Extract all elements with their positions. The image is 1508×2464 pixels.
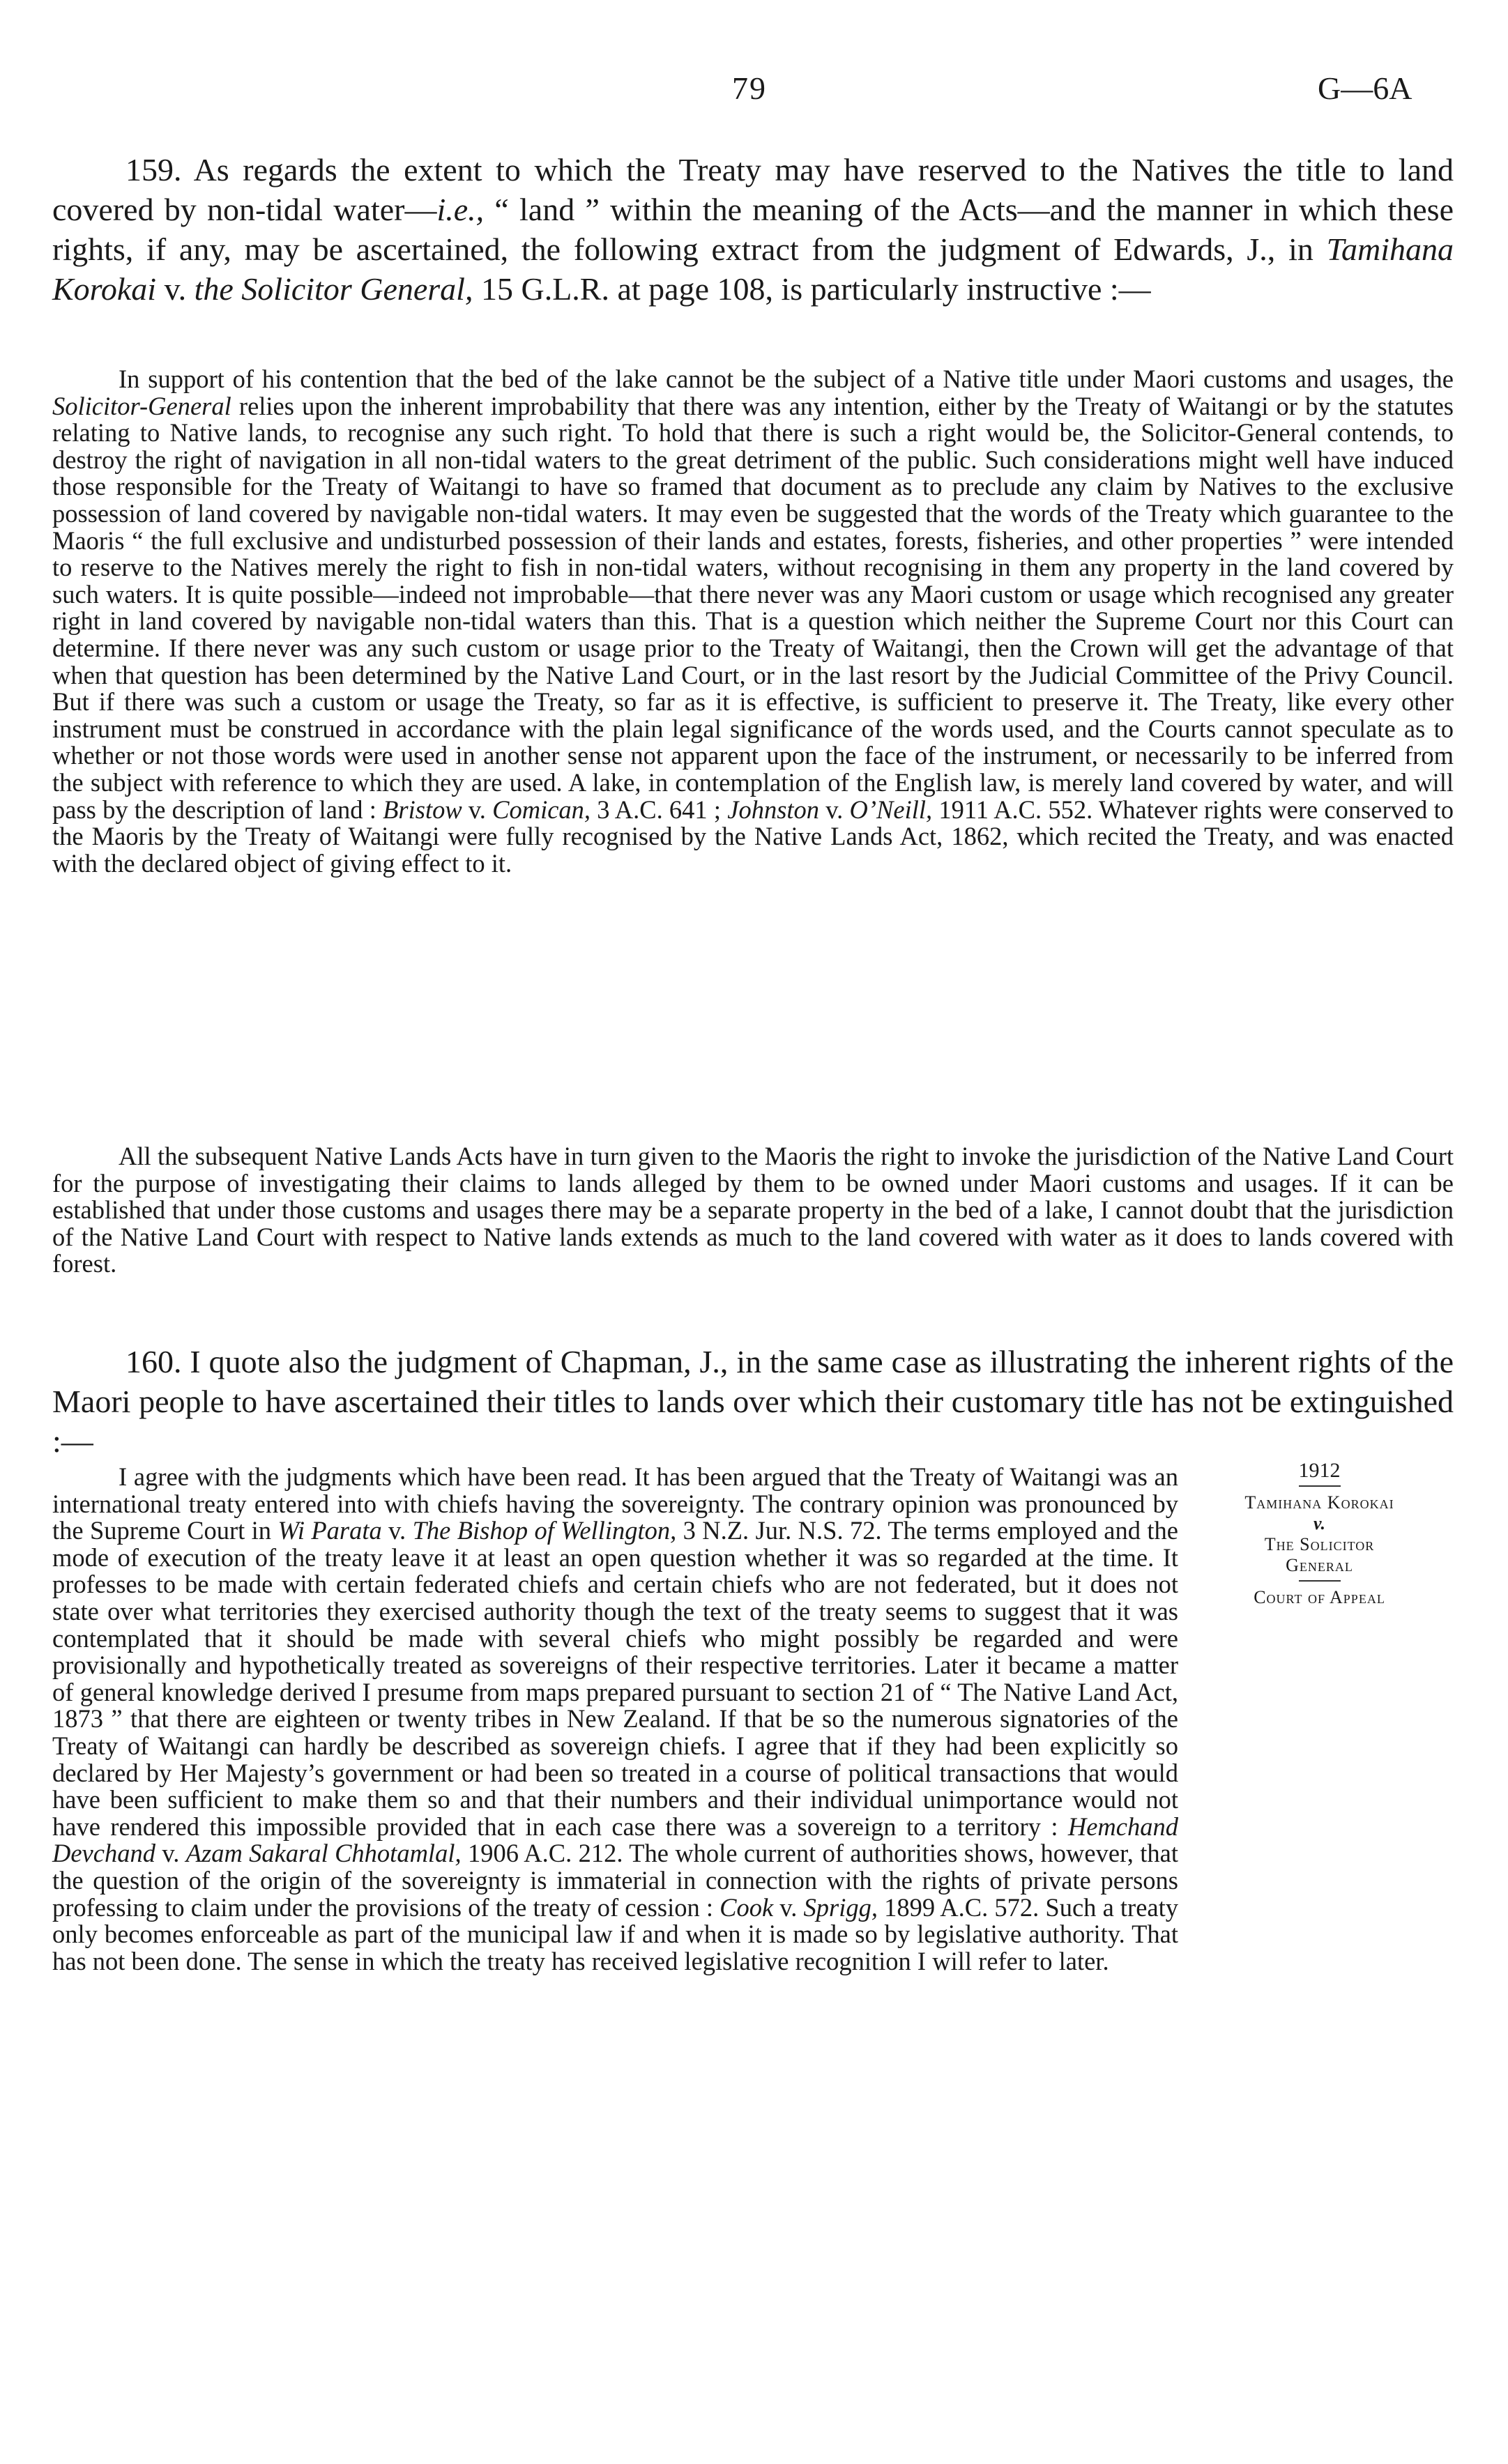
margin-note-party2-line2: General: [1286, 1555, 1353, 1575]
paragraph-159: 159. As regards the extent to which the Treaty may have reserved to the Natives the title to land covered by non-tidal water—i.e., “ land ” within the meaning of the Acts—and the manner in which these rights, if any, may be ascertained, the following extract from the judgment of Edwards, J., in Tamihana Korokai v. the Solicitor General, 15 G.L.R. at page 108, is particularly instructive :—: [52, 152, 1454, 307]
margin-note-court: Court of Appeal: [1254, 1587, 1385, 1607]
paragraph-number: 159.: [125, 152, 182, 188]
case-name: The Bishop of Wellington,: [412, 1516, 677, 1545]
margin-note-party2-line1: The Solicitor: [1264, 1534, 1375, 1554]
paragraph-number: 160.: [125, 1344, 182, 1379]
case-name: Bristow: [383, 795, 462, 824]
case-name: Hemchand Devchand: [52, 1812, 1178, 1868]
quote-chapman: I agree with the judgments which have been read. It has been argued that the Treaty of Waitangi was an international treaty entered into with chiefs having the sovereignty. The contrary opinion was pronounced by the Supreme Court in Wi Parata v. The Bishop of Wellington, 3 N.Z. Jur. N.S. 72. The terms employed and the mode of execution of the treaty leave it at least an open question whether it was so regarded at the time. It professes to be made with certain federated chiefs and certain chiefs who are not federated, but it does not state over what territories they exercised authority though the text of the treaty seems to suggest that it was contemplated that it should be made with several chiefs who might possibly be regarded and were provisionally and hypothetically treated as sovereigns of their respective territories. Later it became a matter of general knowledge derived I presume from maps prepared pursuant to section 21 of “ The Native Land Act, 1873 ” that there are eighteen or twenty tribes in New Zealand. If that be so the numerous signatories of the Treaty of Waitangi can hardly be described as sovereign chiefs. I agree that if they had been explicitly so declared by Her Majesty’s government or had been so treated in a course of political transactions that would have been sufficient to make them so and that their numbers and their individual unimportance would not have rendered this impossible provided that in each case there was a sovereign to a territory : Hemchand Devchand v. Azam Sakaral Chhotamlal, 1906 A.C. 212. The whole current of authorities shows, however, that the question of the origin of the sovereignty is immaterial in connection with the rights of private persons professing to claim under the provisions of the treaty of cession : Cook v. Sprigg, 1899 A.C. 572. Such a treaty only becomes enforceable as part of the municipal law if and when it is made so by legislative authority. That has not been done. The sense in which the treaty has received legislative recognition I will refer to later.: [52, 1462, 1179, 1975]
case-name: Johnston: [727, 795, 820, 824]
case-name: O’Neill,: [849, 795, 933, 824]
case-name: Azam Sakaral Chhotamlal,: [185, 1839, 462, 1868]
case-name: the Solicitor General,: [194, 271, 473, 307]
document-reference: G—6A: [1318, 70, 1412, 106]
case-name: Tamihana Korokai: [52, 231, 1454, 307]
margin-note-party1: Tamihana Korokai: [1244, 1492, 1394, 1513]
margin-note-rule: [1299, 1580, 1341, 1582]
margin-note-rule: [1299, 1485, 1341, 1487]
case-name: Wi Parata: [277, 1516, 382, 1545]
paragraph-160: 160. I quote also the judgment of Chapman, J., in the same case as illustrating the inherent rights of the Maori people to have ascertained their titles to lands over which their customary title has not be extinguished :—: [52, 1344, 1454, 1459]
case-name: Cook: [719, 1892, 774, 1922]
margin-note: [1196, 1460, 1443, 1608]
page-number: 79: [732, 70, 767, 106]
case-name: Comican,: [492, 795, 591, 824]
margin-note-year: 1912: [1298, 1459, 1341, 1482]
case-name: Sprigg,: [803, 1892, 878, 1922]
quote-edwards-2: All the subsequent Native Lands Acts have in turn given to the Maoris the right to invoke the jurisdiction of the Native Land Court for the purpose of investigating their claims to lands alleged by them to be owned under Maori customs and usages. If it can be established that under those customs and usages there may be a separate property in the bed of a lake, I cannot doubt that the jurisdiction of the Native Land Court with respect to Native lands extends as much to the land covered with water as it does to lands covered with forest.: [52, 1142, 1454, 1278]
quote-edwards-1: In support of his contention that the bed of the lake cannot be the subject of a Native title under Maori customs and usages, the Solicitor-General relies upon the inherent improbability that there was any intention, either by the Treaty of Waitangi or by the statutes relating to Native lands, to recognise any such right. To hold that there is such a right would be, the Solicitor-General contends, to destroy the right of navigation in all non-tidal waters to the great detriment of the public. Such considerations might well have induced those responsible for the Treaty of Waitangi to have so framed that document as to preclude any claim by Natives to the exclusive possession of land covered by navigable non-tidal waters. It may even be suggested that the words of the Treaty which guarantee to the Maoris “ the full exclusive and undisturbed possession of their lands and estates, forests, fisheries, and other properties ” were intended to reserve to the Natives merely the right to fish in non-tidal waters, without recognising in them any property in the land covered by such waters. It is quite possible—indeed not improbable—that there never was any Maori custom or usage which recognised any greater right in land covered by navigable non-tidal waters than this. That is a question which neither the Supreme Court nor this Court can determine. If there never was any such custom or usage prior to the Treaty of Waitangi, then the Crown will get the advantage of that when that question has been determined by the Native Land Court, or in the last resort by the Judicial Committee of the Privy Council. But if there was such a custom or usage the Treaty, so far as it is effective, is sufficient to preserve it. The Treaty, like every other instrument must be construed in accordance with the plain legal significance of the words used, and the Courts cannot speculate as to whether or not those words were used in another sense not apparent upon the face of the instrument, or necessarily to be inferred from the subject with reference to which they are used. A lake, in contemplation of the English law, is merely land covered by water, and will pass by the description of land : Bristow v. Comican, 3 A.C. 641 ; Johnston v. O’Neill, 1911 A.C. 552. Whatever rights were conserved to the Maoris by the Treaty of Waitangi were fully recognised by the Native Lands Act, 1862, which recited the Treaty, and was enacted with the declared object of giving effect to it.: [52, 365, 1454, 878]
margin-note-versus: v.: [1313, 1513, 1326, 1533]
